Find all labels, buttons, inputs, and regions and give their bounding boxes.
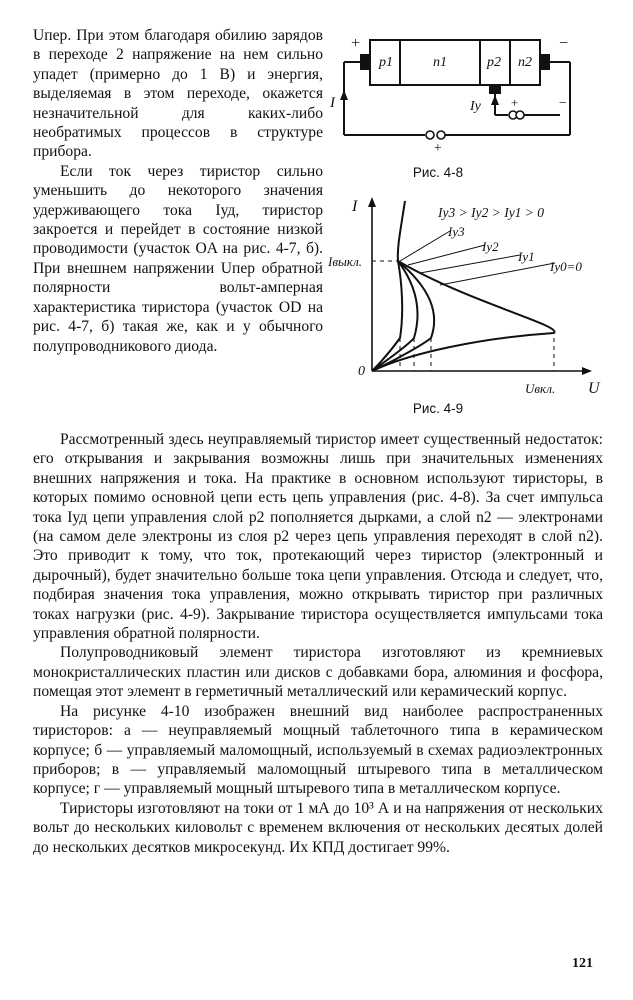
current-label: I <box>330 95 335 111</box>
figure-caption: Рис. 4-8 <box>412 165 464 180</box>
x-axis-label: U <box>588 380 600 397</box>
switch-voltage-label: Uвкл. <box>525 381 556 396</box>
left-column-text <box>33 26 323 356</box>
layer-n1-label: n1 <box>433 55 447 70</box>
layer-n2-label: n2 <box>518 55 532 70</box>
paragraph: Тиристоры изготовляют на токи от 1 мА до 10³ А и на напряжения от нескольких вольт до нескольких киловольт с временем включения от нескольких десятых долей до нескольких десятков микросекунд. Их КПД достигает 99%. <box>33 799 603 856</box>
holding-current-label: Iвыкл. <box>328 254 363 269</box>
minus-sign: − <box>558 35 569 52</box>
thyristor-iv-chart <box>330 193 600 398</box>
paragraph: Uпер. При этом благодаря обилию зарядов в переходе 2 напряжение на нем сильно упадет (примерно до 1 В) и энергия, выделяемая в этом переходе, окажется незначительной для каких-либо необратимых процессов в структуре прибора. <box>33 27 323 161</box>
layer-p1-label: p1 <box>379 55 393 70</box>
curve-label-iy1: Iу1 <box>518 249 535 264</box>
curve-relation-label: Iу3 > Iу2 > Iу1 > 0 <box>438 205 545 220</box>
curve-label-iy0: Iу0=0 <box>550 259 582 274</box>
figure-caption: Рис. 4-9 <box>412 401 464 416</box>
control-current-label: Iу <box>470 99 481 114</box>
paragraph: На рисунке 4-10 изображен внешний вид наиболее распространенных тиристоров: а — неуправляемый мощный таблеточного типа в керамическом корпусе; б — управляемый маломощный, используемый в схемах радиоэлектронных приборов; в — управляемый маломощный штыревого типа в металлическом корпусе; г — управляемый мощный штыревого типа в металлическом корпусе. <box>33 702 603 798</box>
paragraph: Рассмотренный здесь неуправляемый тиристор имеет существенный недостаток: его открывания и закрывания возможны лишь при значительных изменениях внешних напряжения и тока. На практике в основном используют тиристоры, в которых помимо основной цепи есть цепь управления (рис. 4-8). За счет импульса тока Iуд цепи управления слой p2 пополняется дырками, а слой n2 — электронами (на самом деле электроны из слоя p2 через цепь управления переходят в слой n2). Это приводит к тому, что ток, протекающий через тиристор (электронный и дырочный), будет значительно больше тока цепи управления. Отсюда и следует, что, подбирая значения тока управления, можно открывать тиристор при различных токах нагрузки (рис. 4-9). Закрывание тиристора осуществляется импульсами тока управления обратной полярности. <box>33 431 603 643</box>
paragraph: Если ток через тиристор сильно уменьшить до некоторого значения удерживающего тока Iуд, тиристор закроется и перейдет в состояние низкой проводимости (участок OA на рис. 4-7, б). При внешнем напряжении Uпер обратной полярности вольт-амперная характеристика тиристора (участок OD на рис. 4-7, б) такая же, как и у обычного полупроводникового диода. <box>33 162 323 355</box>
origin-label: 0 <box>358 364 365 379</box>
plus-sign: + <box>350 35 361 52</box>
minus-sign: − <box>558 96 568 111</box>
thyristor-circuit-diagram <box>330 10 600 160</box>
plus-sign: + <box>433 141 443 156</box>
full-width-text <box>33 430 603 857</box>
layer-p2-label: p2 <box>487 55 501 70</box>
curve-label-iy2: Iу2 <box>482 239 499 254</box>
plus-sign: + <box>510 95 519 110</box>
y-axis-label: I <box>352 198 358 215</box>
thyristor-body <box>370 40 540 85</box>
paragraph: Полупроводниковый элемент тиристора изготовляют из кремниевых монокристаллических пластин или дисков с добавками бора, алюминия и фосфора, помещая этот элемент в герметичный металлический или керамический корпус. <box>33 644 603 701</box>
page-number: 121 <box>572 956 593 971</box>
curve-label-iy3: Iу3 <box>448 224 465 239</box>
